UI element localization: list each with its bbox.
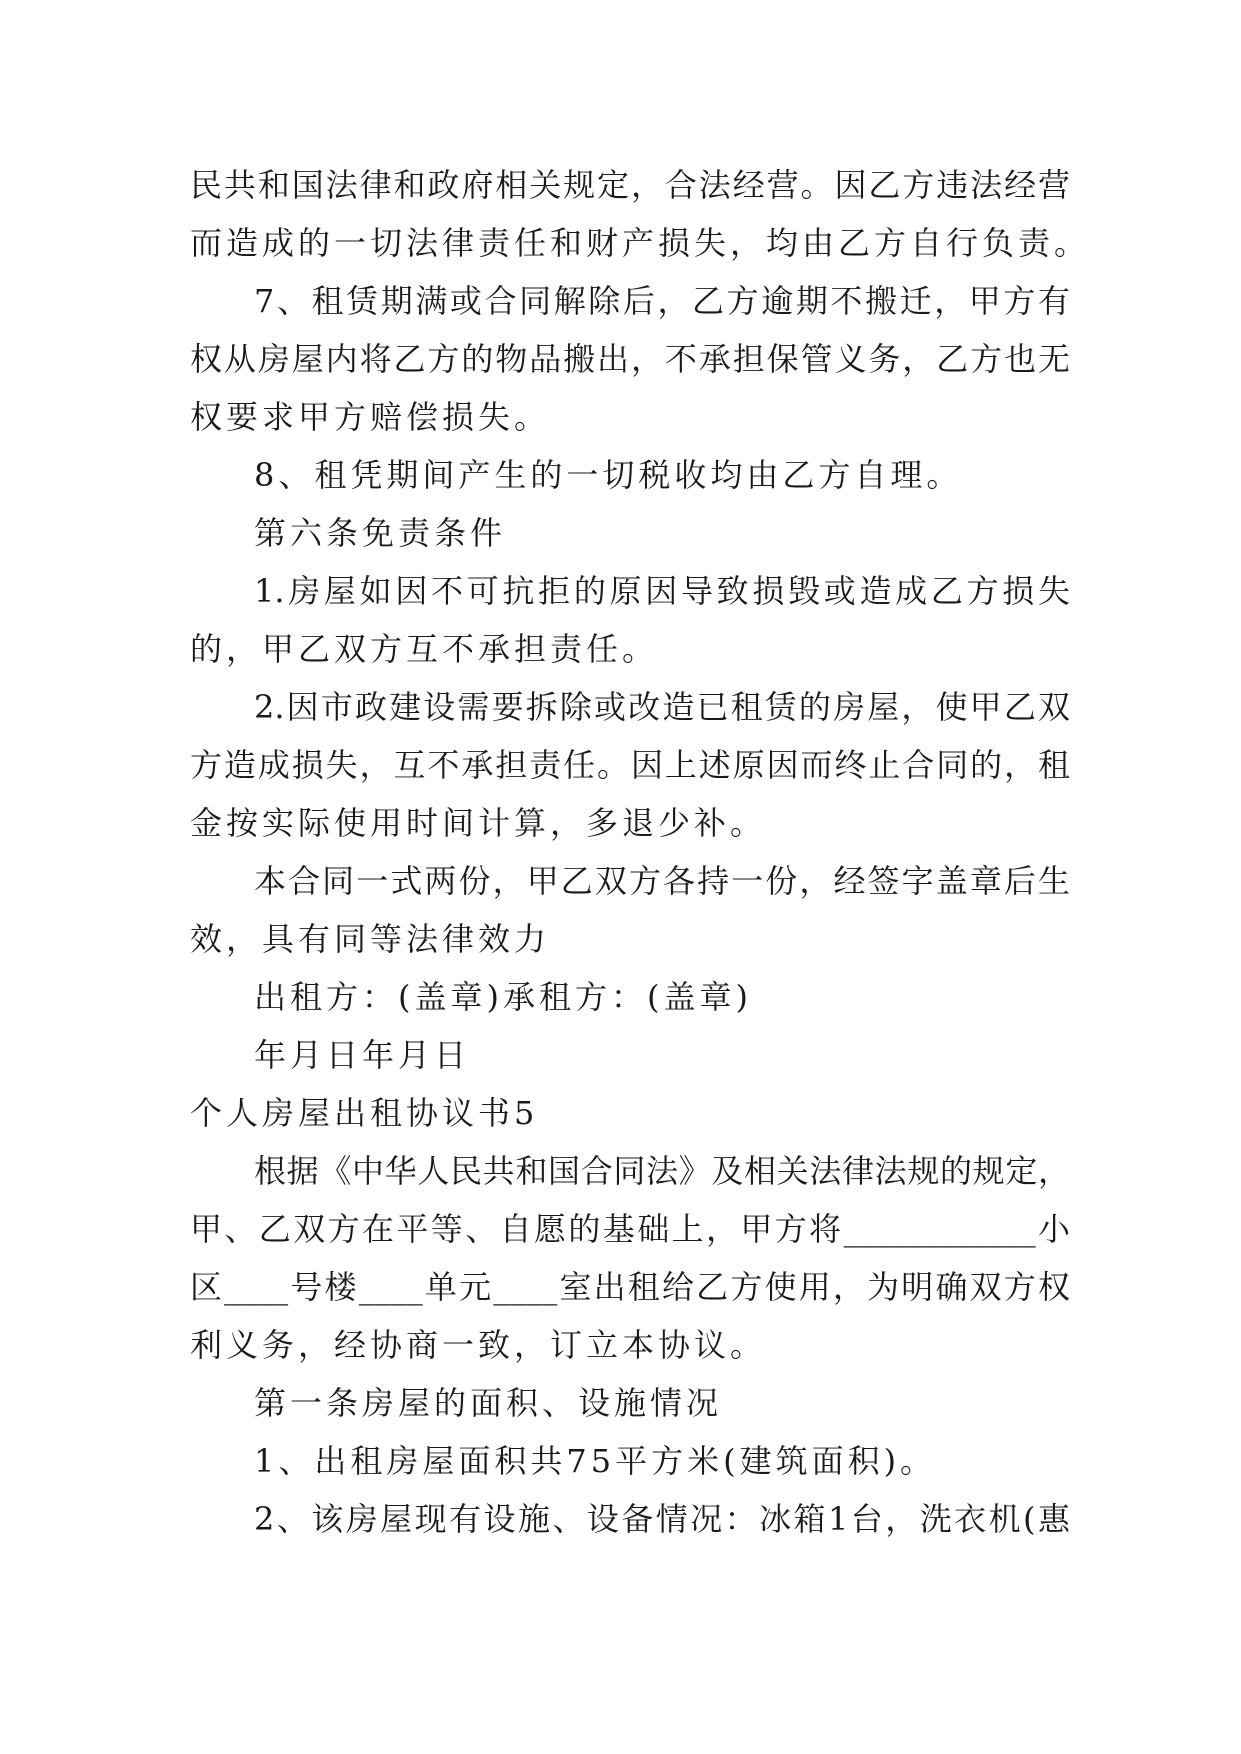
text-line: 权要求甲方赔偿损失。: [190, 398, 551, 436]
text-line: 2、该房屋现有设施、设备情况：冰箱1台，洗衣机(惠: [254, 1500, 1070, 1538]
signature-line: 出租方：(盖章)承租方：(盖章): [254, 978, 752, 1016]
text-line: 本合同一式两份，甲乙双方各持一份，经签字盖章后生: [254, 862, 1070, 900]
text-line: 而造成的一切法律责任和财产损失，均由乙方自行负责。: [190, 224, 1091, 262]
text-line: 效，具有同等法律效力: [190, 920, 551, 958]
text-line: 区____号楼____单元____室出租给乙方使用，为明确双方权: [190, 1268, 1070, 1306]
text-line: 7、租赁期满或合同解除后，乙方逾期不搬迁，甲方有: [254, 282, 1070, 320]
text-line: 利义务，经协商一致，订立本协议。: [190, 1326, 767, 1364]
text-line: 1.房屋如因不可抗拒的原因导致损毁或造成乙方损失: [254, 572, 1070, 610]
document-title: 个人房屋出租协议书5: [190, 1094, 539, 1132]
text-line: 甲、乙双方在平等、自愿的基础上，甲方将____________小: [190, 1210, 1070, 1248]
text-line: 2.因市政建设需要拆除或改造已租赁的房屋，使甲乙双: [254, 688, 1070, 726]
text-line: 的，甲乙双方互不承担责任。: [190, 630, 659, 668]
text-line: 方造成损失，互不承担责任。因上述原因而终止合同的，租: [190, 746, 1070, 784]
text-line: 1、出租房屋面积共75平方米(建筑面积)。: [254, 1442, 937, 1480]
text-line: 根据《中华人民共和国合同法》及相关法律法规的规定，: [254, 1152, 1070, 1190]
text-line: 金按实际使用时间计算，多退少补。: [190, 804, 767, 842]
text-line: 8、租凭期间产生的一切税收均由乙方自理。: [254, 456, 963, 494]
text-line: 民共和国法律和政府相关规定，合法经营。因乙方违法经营: [190, 166, 1070, 204]
section-heading: 第一条房屋的面积、设施情况: [254, 1384, 723, 1422]
section-heading: 第六条免责条件: [254, 514, 507, 552]
date-line: 年月日年月日: [254, 1036, 471, 1074]
text-line: 权从房屋内将乙方的物品搬出，不承担保管义务，乙方也无: [190, 340, 1070, 378]
